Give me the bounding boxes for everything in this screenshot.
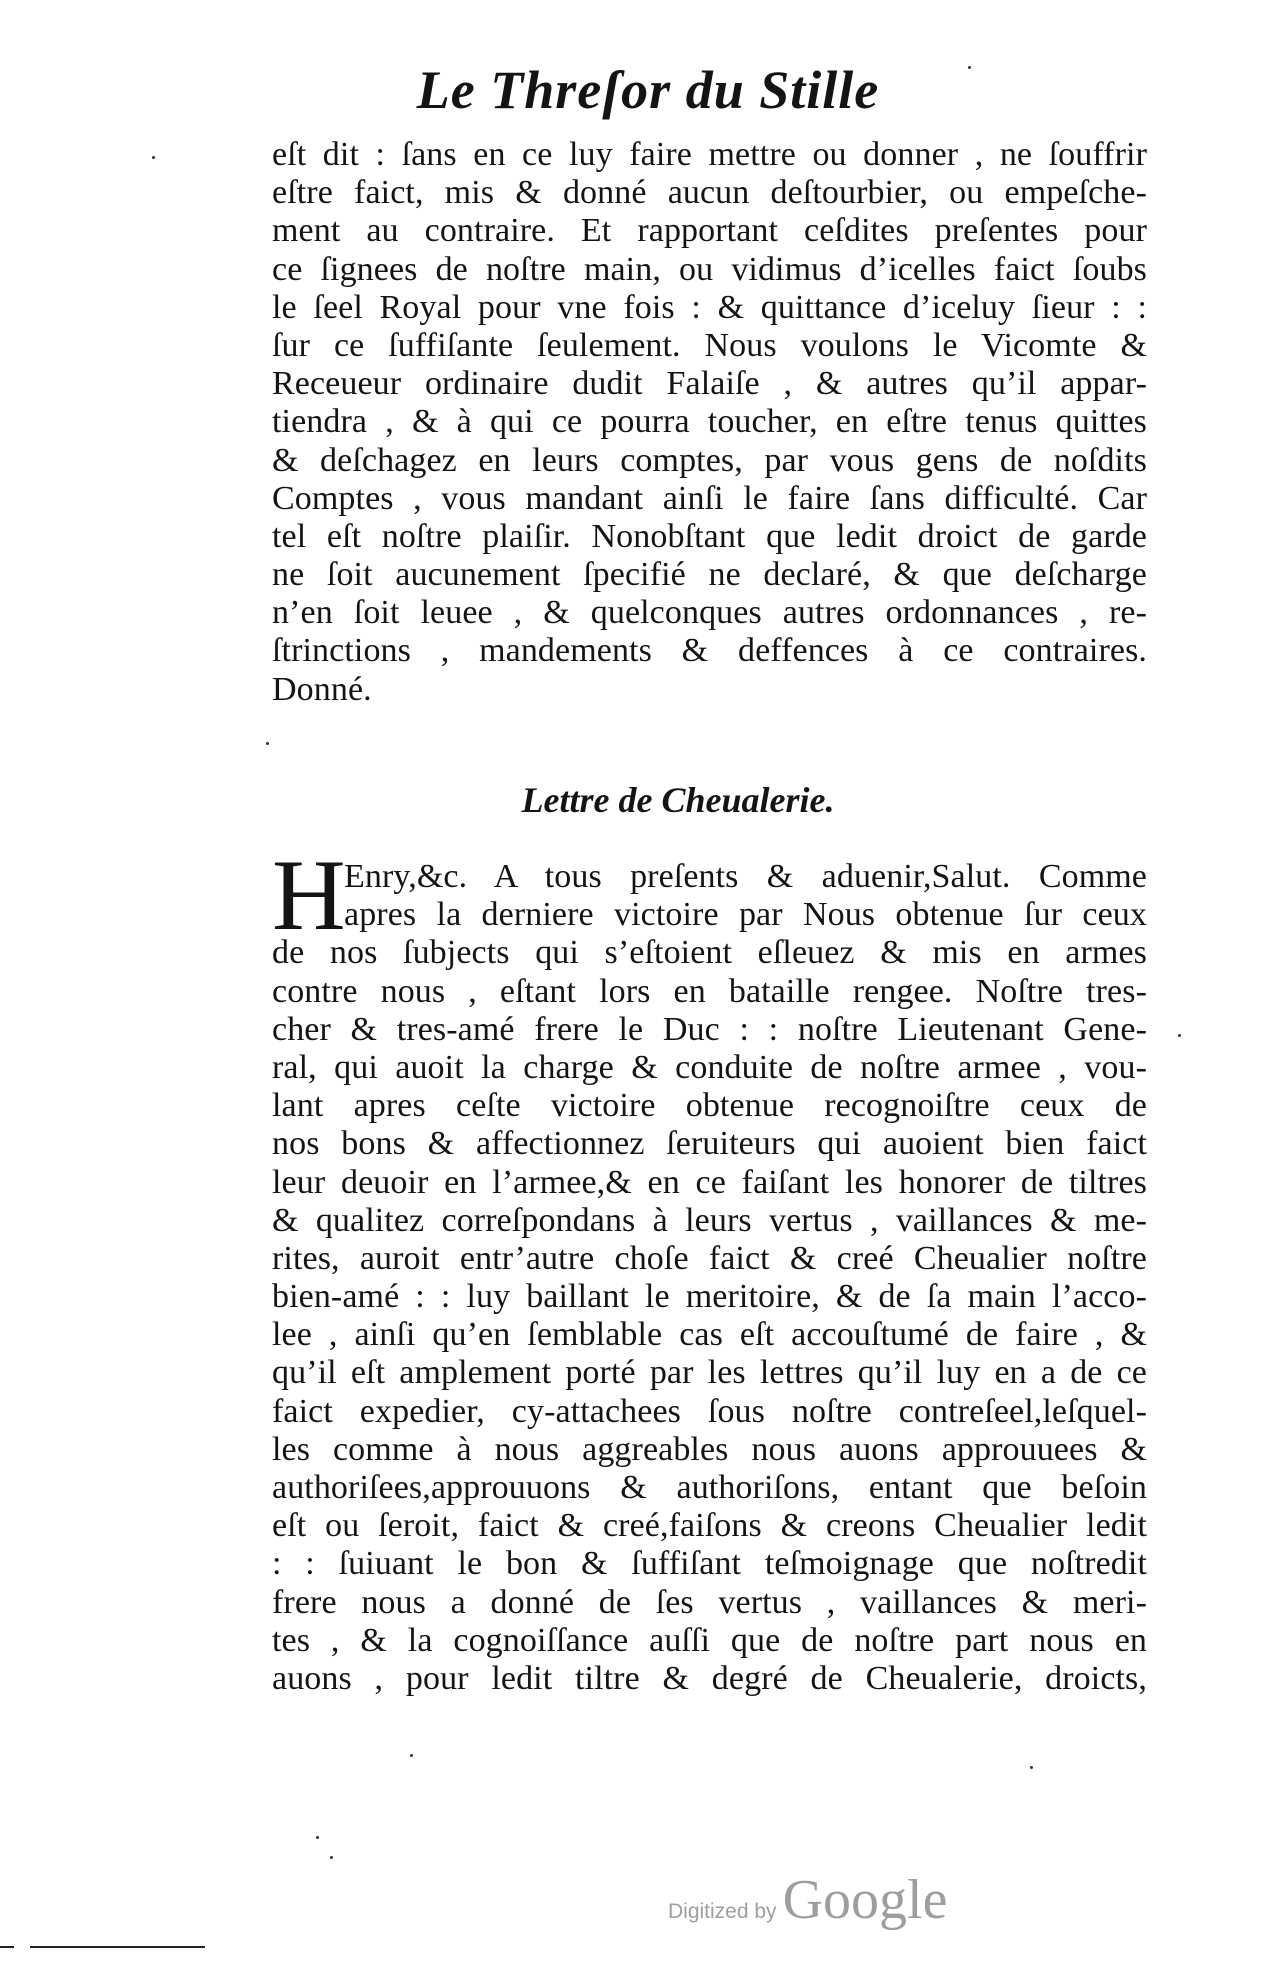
text-line: tiendra , & à qui ce pourra toucher, en eſtre tenus quittes <box>272 403 1147 441</box>
text-line: contre nous , eſtant lors en bataille rengee. Noſtre tres- <box>272 972 1147 1010</box>
text-line: Enry,&c. A tous preſents & aduenir,Salut. Comme <box>344 858 1147 895</box>
ink-speck <box>968 66 971 69</box>
text-line: nos bons & affectionnez ſeruiteurs qui auoient bien faict <box>272 1125 1147 1163</box>
text-line: lant apres ceſte victoire obtenue recognoiſtre ceux de <box>272 1087 1147 1125</box>
ink-speck <box>266 742 269 745</box>
text-line: qu’il eſt amplement porté par les lettres qu’il luy en a de ce <box>272 1354 1147 1392</box>
text-line: ne ſoit aucunement ſpecifié ne declaré, & que deſcharge <box>272 556 1147 594</box>
text-line: cher & tres-amé frere le Duc : : noſtre Lieutenant Gene- <box>272 1010 1147 1048</box>
text-line: eſtre faict, mis & donné aucun deſtourbier, ou empeſche- <box>272 174 1147 212</box>
footer-rule-mark <box>0 1946 14 1948</box>
text-line: lee , ainſi qu’en ſemblable cas eſt accouſtumé de faire , & <box>272 1316 1147 1354</box>
text-line: les comme à nous aggreables nous auons approuuees & <box>272 1430 1147 1468</box>
footer-rule <box>30 1946 205 1948</box>
text-line: tes , & la cognoiſſance auſſi que de noſtre part nous en <box>272 1621 1147 1659</box>
ink-speck <box>410 1754 413 1757</box>
text-line: de nos ſubjects qui s’eſtoient eſleuez & mis en armes <box>272 934 1147 972</box>
paragraph-letter-of-knighthood <box>272 839 1147 1698</box>
section-heading: Lettre de Cheualerie. <box>521 780 835 820</box>
ink-speck <box>152 156 155 159</box>
text-line: le ſeel Royal pour vne fois : & quittance d’iceluy ſieur : : <box>272 288 1147 326</box>
text-line: apres la derniere victoire par Nous obtenue ſur ceux <box>344 896 1147 934</box>
text-line: eſt dit : ſans en ce luy faire mettre ou donner , ne ſouffrir <box>272 136 1147 173</box>
ink-speck <box>316 1836 319 1839</box>
text-line: & qualitez correſpondans à leurs vertus , vaillances & me- <box>272 1201 1147 1239</box>
text-line: : : ſuiuant le bon & ſuffiſant teſmoignage que noſtredit <box>272 1545 1147 1583</box>
drop-capital: H <box>272 839 346 952</box>
text-line: ral, qui auoit la charge & conduite de noſtre armee , vou- <box>272 1048 1147 1086</box>
text-line: authoriſees,approuuons & authoriſons, entant que beſoin <box>272 1469 1147 1506</box>
text-line: rites, auroit entr’autre choſe faict & creé Cheualier noſtre <box>272 1239 1147 1277</box>
text-line: ment au contraire. Et rapportant ceſdites preſentes pour <box>272 212 1147 250</box>
text-line: eſt ou ſeroit, faict & creé,faiſons & creons Cheualier ledit <box>272 1507 1147 1545</box>
text-line: ce ſignees de noſtre main, ou vidimus d’icelles faict ſoubs <box>272 250 1147 288</box>
text-line: Comptes , vous mandant ainſi le faire ſans difficulté. Car <box>272 479 1147 517</box>
running-head: Le Threſor du Stille <box>416 60 880 120</box>
text-line: Receueur ordinaire dudit Falaiſe , & autres qu’il appar- <box>272 365 1147 403</box>
google-logo: Google <box>782 1869 948 1931</box>
text-line: leur deuoir en l’armee,& en ce faiſant les honorer de tiltres <box>272 1163 1147 1201</box>
text-line: frere nous a donné de ſes vertus , vaillances & meri- <box>272 1583 1147 1621</box>
text-line: faict expedier, cy-attachees ſous noſtre contreſeel,leſquel- <box>272 1392 1147 1430</box>
text-line: tel eſt noſtre plaiſir. Nonobſtant que ledit droict de garde <box>272 517 1147 555</box>
digitized-watermark <box>668 1868 947 1932</box>
text-line: n’en ſoit leuee , & quelconques autres ordonnances , re- <box>272 594 1147 632</box>
text-line: Donné. <box>272 670 372 708</box>
text-line: auons , pour ledit tiltre & degré de Cheualerie, droicts, <box>272 1659 1147 1697</box>
ink-speck <box>330 1856 333 1859</box>
text-line: & deſchagez en leurs comptes, par vous gens de noſdits <box>272 441 1147 479</box>
paragraph-closing-letter <box>272 136 1147 709</box>
text-line: ſtrinctions , mandements & deffences à ce contraires. <box>272 632 1147 670</box>
text-line: ſur ce ſuffiſante ſeulement. Nous voulons le Vicomte & <box>272 326 1147 364</box>
watermark-prefix: Digitized by <box>668 1900 777 1923</box>
ink-speck <box>1030 1766 1033 1769</box>
ink-speck <box>1178 1034 1181 1037</box>
text-line: bien-amé : : luy baillant le meritoire, & de ſa main l’acco- <box>272 1278 1147 1316</box>
